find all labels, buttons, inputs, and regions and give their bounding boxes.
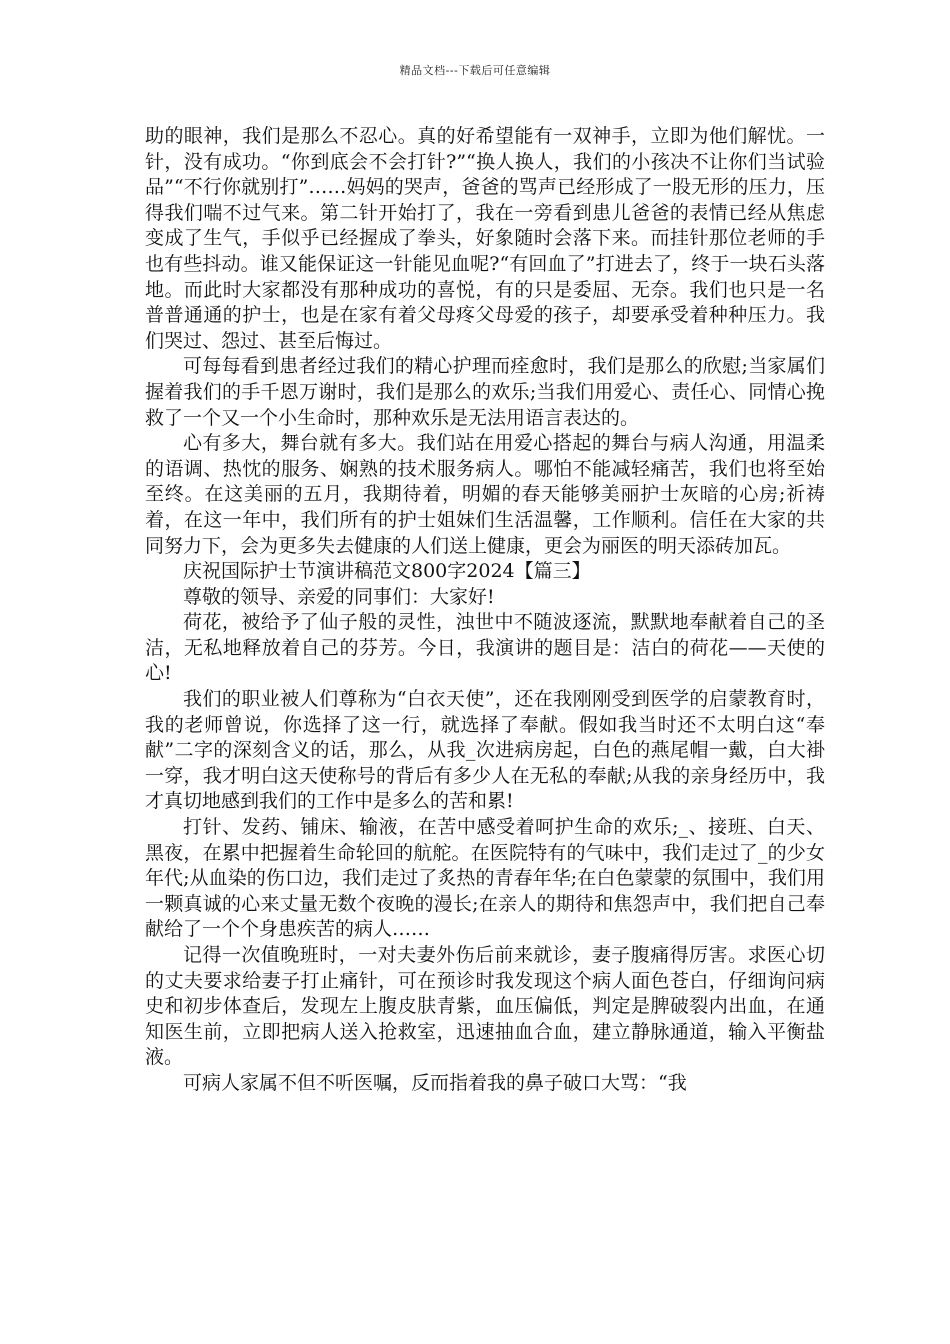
- paragraph-5: 我们的职业被人们尊称为“白衣天使”，还在我刚刚受到医学的启蒙教育时，我的老师曾说，你选择了这一行，就选择了奉献。假如我当时还不太明白这“奉献”二字的深刻含义的话，那么，从我_次进病房起，白色的燕尾帽一戴，白大褂一穿，我才明白这天使称号的背后有多少人在无私的奉献;从我的亲身经历中，我才真切地感到我们的工作中是多么的苦和累!: [145, 688, 825, 813]
- greeting: 尊敬的领导、亲爱的同事们：大家好!: [183, 585, 495, 608]
- paragraph-2: 可每每看到患者经过我们的精心护理而痊愈时，我们是那么的欣慰;当家属们握着我们的手千恩万谢时，我们是那么的欢乐;当我们用爱心、责任心、同情心挽救了一个又一个小生命时，那种欢乐是无法用语言表达的。: [145, 355, 825, 429]
- paragraph-6: 打针、发药、铺床、输液，在苦中感受着呵护生命的欢乐;_、接班、白天、黑夜，在累中把握着生命轮回的航舵。在医院特有的气味中，我们走过了_的少女年代;从血染的伤口边，我们走过了炙热的青春年华;在白色蒙蒙的氛围中，我们用一颗真诚的心来丈量无数个夜晚的漫长;在亲人的期待和焦怨声中，我们把自己奉献给了一个个身患疾苦的病人……: [145, 816, 825, 941]
- paragraph-4: 荷花，被给予了仙子般的灵性，浊世中不随波逐流，默默地奉献着自己的圣洁，无私地释放着自己的芬芳。今日，我演讲的题目是：洁白的荷花——天使的心!: [145, 611, 825, 685]
- paragraph-8: 可病人家属不但不听医嘱，反而指着我的鼻子破口大骂：“我: [183, 1071, 687, 1094]
- paragraph-7: 记得一次值晚班时，一对夫妻外伤后前来就诊，妻子腹痛得厉害。求医心切的丈夫要求给妻子打止痛针，可在预诊时我发现这个病人面色苍白，仔细询问病史和初步体查后，发现左上腹皮肤青紫，血压偏低，判定是脾破裂内出血，在通知医生前，立即把病人送入抢救室，迅速抽血合血，建立静脉通道，输入平衡盐液。: [145, 944, 825, 1069]
- section-title: 庆祝国际护士节演讲稿范文800字2024【篇三】: [183, 560, 591, 583]
- document-body: [145, 124, 825, 1097]
- paragraph-1: 助的眼神，我们是那么不忍心。真的好希望能有一双神手，立即为他们解忧。一针，没有成功。“你到底会不会打针?”“换人换人，我们的小孩决不让你们当试验品”“不行你就别打”……妈妈的哭声，爸爸的骂声已经形成了一股无形的压力，压得我们喘不过气来。第二针开始打了，我在一旁看到患儿爸爸的表情已经从焦虑变成了生气，手似乎已经握成了拳头，好象随时会落下来。而挂针那位老师的手也有些抖动。谁又能保证这一针能见血呢?“有回血了”打进去了，终于一块石头落地。而此时大家都没有那种成功的喜悦，有的只是委屈、无奈。我们也只是一名普普通通的护士，也是在家有着父母疼父母爱的孩子，却要承受着种种压力。我们哭过、怨过、甚至后悔过。: [145, 125, 825, 352]
- paragraph-3: 心有多大，舞台就有多大。我们站在用爱心搭起的舞台与病人沟通，用温柔的语调、热忱的服务、娴熟的技术服务病人。哪怕不能减轻痛苦，我们也将至始至终。在这美丽的五月，我期待着，明媚的春天能够美丽护士灰暗的心房;祈祷着，在这一年中，我们所有的护士姐妹们生活温馨，工作顺利。信任在大家的共同努力下，会为更多失去健康的人们送上健康，更会为丽医的明天添砖加瓦。: [145, 432, 825, 557]
- page-header: 精品文档---下载后可任意编辑: [399, 64, 551, 77]
